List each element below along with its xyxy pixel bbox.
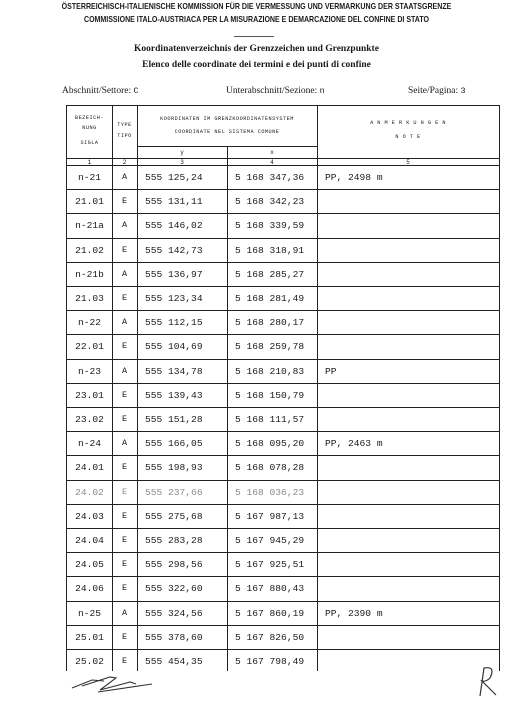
cell-designation: 25.02 — [75, 656, 104, 667]
column-number: 2 — [122, 159, 127, 166]
row-divider — [67, 334, 500, 335]
subsection-label: Unterabschnitt/Sezione: — [226, 86, 318, 96]
cell-note: PP, 2498 m — [325, 172, 383, 183]
cell-type: A — [121, 317, 128, 328]
cell-type: E — [121, 389, 128, 400]
row-divider — [67, 407, 500, 408]
signature-mark — [474, 664, 502, 698]
subsection-value: n — [319, 86, 325, 96]
cell-y: 555 134,78 — [145, 365, 203, 377]
cell-y: 555 378,60 — [145, 631, 203, 643]
row-divider — [67, 383, 500, 384]
header-coordinates-line: KOORDINATEN IM GRENZKOORDINATENSYSTEM — [160, 116, 294, 122]
header-coordinates-line: COORDINATE NEL SISTEMA COMUNE — [174, 129, 280, 136]
cell-x: 5 168 318,91 — [235, 244, 305, 256]
cell-type: E — [121, 414, 128, 424]
cell-x: 5 168 078,28 — [235, 462, 305, 474]
table-column-divider — [137, 106, 138, 671]
header-type-line: TIPO — [117, 133, 132, 140]
cell-designation: 24.02 — [75, 486, 104, 498]
cell-type: E — [121, 656, 128, 666]
cell-type: A — [121, 268, 128, 279]
cell-y: 555 322,60 — [145, 583, 203, 595]
cell-type: E — [121, 559, 128, 570]
page-label: Seite/Pagina: — [408, 86, 459, 96]
row-divider — [67, 455, 500, 456]
cell-type: E — [121, 293, 128, 303]
header-designation-line: SIGLA — [80, 140, 99, 147]
cell-designation: n-25 — [77, 607, 102, 619]
header-notes-line: N O T E — [395, 134, 421, 141]
cell-x: 5 167 925,51 — [235, 559, 305, 571]
row-divider — [67, 601, 500, 602]
cell-designation: 24.06 — [75, 583, 104, 595]
cell-type: A — [121, 220, 128, 231]
commission-name-italian: COMMISSIONE ITALO-AUSTRIACA PER LA MISURAZIONE E DEMARCAZIONE DEL CONFINE DI STATO — [83, 15, 430, 24]
cell-x: 5 168 281,49 — [235, 293, 305, 304]
row-divider — [67, 262, 500, 263]
cell-type: E — [121, 196, 128, 207]
cell-x: 5 167 798,49 — [235, 656, 305, 667]
cell-type: E — [121, 510, 128, 521]
cell-x: 5 168 342,23 — [235, 196, 305, 208]
cell-x: 5 167 880,43 — [235, 583, 305, 595]
cell-x: 5 168 210,83 — [235, 365, 305, 377]
cell-y: 555 112,15 — [145, 317, 203, 329]
row-divider — [67, 576, 500, 577]
cell-designation: 21.01 — [75, 196, 104, 208]
row-divider — [67, 359, 500, 360]
cell-designation: n-24 — [77, 438, 102, 450]
header-designation-line: BEZEICH- — [75, 115, 104, 121]
row-divider — [67, 213, 500, 214]
commission-name-german: ÖSTERREICHISCH-ITALIENISCHE KOMMISSION FÜR DIE VERMESSUNG UND VERMARKUNG DER STAATSGRENZE — [61, 2, 452, 11]
header-notes — [317, 121, 499, 140]
cell-x: 5 168 095,20 — [235, 438, 305, 450]
page-field — [408, 86, 466, 96]
subsection-field — [226, 86, 325, 96]
row-divider — [67, 528, 500, 529]
cell-designation: 24.01 — [75, 462, 104, 474]
cell-type: E — [121, 486, 128, 497]
cell-type: A — [121, 607, 128, 618]
cell-y: 555 275,68 — [145, 510, 203, 522]
cell-y: 555 237,66 — [145, 486, 203, 498]
header-y: y — [180, 149, 184, 156]
cell-y: 555 123,34 — [145, 293, 203, 304]
column-number: 5 — [406, 159, 410, 166]
header-separator — [234, 36, 274, 37]
column-number: 1 — [87, 159, 92, 166]
section-field — [62, 86, 139, 96]
cell-y: 555 125,24 — [145, 172, 203, 183]
document-title-german: Koordinatenverzeichnis der Grenzzeichen und Grenzpunkte — [134, 44, 379, 54]
cell-y: 555 139,43 — [145, 389, 203, 401]
cell-type: A — [121, 438, 128, 449]
header-notes-line: A N M E R K U N G E N — [370, 120, 446, 126]
table-column-divider — [499, 106, 500, 671]
cell-designation: 23.02 — [75, 414, 104, 425]
cell-designation: n-22 — [77, 317, 102, 329]
cell-type: A — [121, 172, 128, 182]
coord-header-divider — [137, 146, 318, 147]
cell-type: A — [121, 365, 128, 376]
cell-designation: n-21a — [75, 220, 104, 232]
row-divider — [67, 504, 500, 505]
row-divider — [67, 238, 500, 239]
cell-type: E — [121, 341, 128, 352]
cell-type: E — [121, 462, 128, 473]
cell-x: 5 167 860,19 — [235, 607, 305, 619]
row-divider — [67, 625, 500, 626]
cell-x: 5 168 111,57 — [235, 414, 305, 425]
cell-note: PP, 2463 m — [325, 438, 383, 450]
cell-y: 555 136,97 — [145, 268, 203, 280]
section-label: Abschnitt/Settore: — [62, 86, 132, 96]
cell-note: PP, 2390 m — [325, 607, 383, 619]
cell-y: 555 166,05 — [145, 438, 203, 450]
cell-y: 555 198,93 — [145, 462, 203, 474]
table-column-divider — [227, 146, 228, 671]
row-divider — [67, 649, 500, 650]
cell-designation: 24.04 — [75, 535, 104, 546]
row-divider — [67, 286, 500, 287]
page-value: 3 — [460, 86, 466, 96]
document-title-italian: Elenco delle coordinate dei termini e dei punti di confine — [142, 60, 371, 70]
cell-y: 555 146,02 — [145, 220, 203, 232]
cell-designation: 21.02 — [75, 244, 104, 256]
cell-designation: 24.05 — [75, 559, 104, 571]
cell-x: 5 168 280,17 — [235, 317, 305, 329]
cell-y: 555 283,28 — [145, 535, 203, 546]
header-designation-line: NUNG — [82, 125, 97, 132]
header-x: x — [270, 149, 274, 156]
table-column-divider — [317, 106, 318, 671]
cell-type: E — [121, 631, 128, 642]
cell-y: 555 454,35 — [145, 656, 203, 667]
cell-note: PP — [325, 365, 337, 377]
header-divider — [67, 158, 500, 159]
cell-x: 5 168 347,36 — [235, 172, 305, 183]
cell-y: 555 104,69 — [145, 341, 203, 353]
cell-x: 5 168 259,78 — [235, 341, 305, 353]
cell-designation: 24.03 — [75, 510, 104, 522]
header-designation — [67, 116, 112, 147]
row-divider — [67, 431, 500, 432]
cell-x: 5 168 036,23 — [235, 486, 305, 498]
cell-y: 555 142,73 — [145, 244, 203, 256]
cell-y: 555 131,11 — [145, 196, 203, 208]
cell-x: 5 168 285,27 — [235, 268, 305, 280]
cell-x: 5 167 987,13 — [235, 510, 305, 522]
section-value: C — [133, 86, 139, 96]
cell-y: 555 324,56 — [145, 607, 203, 619]
cell-type: E — [121, 535, 128, 545]
header-coordinates — [137, 117, 317, 135]
cell-designation: n-23 — [77, 365, 102, 377]
row-divider — [67, 552, 500, 553]
cell-x: 5 168 339,59 — [235, 220, 305, 232]
column-number: 4 — [270, 159, 274, 166]
cell-designation: 23.01 — [75, 389, 104, 401]
cell-designation: 22.01 — [75, 341, 104, 353]
cell-x: 5 167 945,29 — [235, 535, 305, 546]
header-type-line: TYPE — [117, 122, 132, 128]
column-number: 3 — [180, 159, 184, 166]
cell-y: 555 151,28 — [145, 414, 203, 425]
row-divider — [67, 189, 500, 190]
cell-designation: n-21 — [77, 172, 102, 183]
signature-initials — [70, 672, 160, 694]
row-divider — [67, 480, 500, 481]
header-type — [112, 123, 137, 139]
coordinate-table — [66, 105, 500, 671]
cell-type: E — [121, 583, 128, 594]
cell-type: E — [121, 244, 128, 255]
cell-designation: 25.01 — [75, 631, 104, 643]
row-divider — [67, 310, 500, 311]
cell-designation: 21.03 — [75, 293, 104, 304]
cell-x: 5 168 150,79 — [235, 389, 305, 401]
cell-x: 5 167 826,50 — [235, 631, 305, 643]
cell-y: 555 298,56 — [145, 559, 203, 571]
cell-designation: n-21b — [75, 268, 104, 280]
